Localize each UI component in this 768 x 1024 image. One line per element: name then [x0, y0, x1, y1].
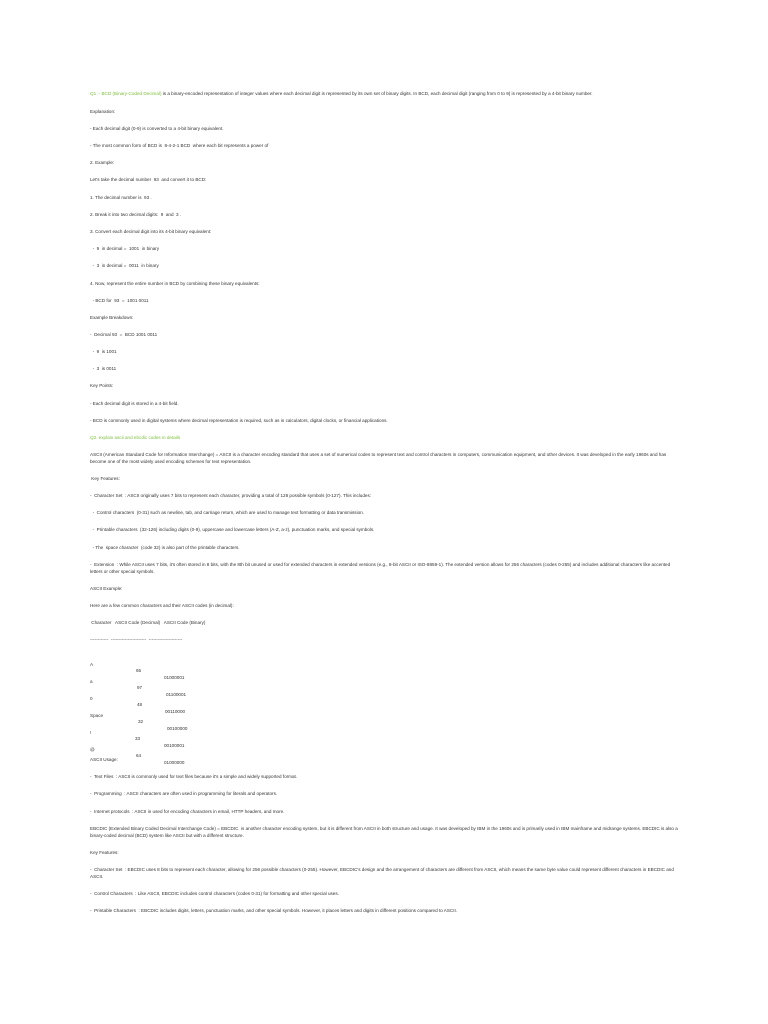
- line: - 3 in decimal = 0011 in binary: [90, 263, 159, 268]
- ascii-example-intro: Here are a few common characters and their ASCII codes (in decimal):: [90, 603, 234, 608]
- table-cell-dec: 65: [136, 668, 142, 673]
- table-cell-dec: 64: [136, 753, 142, 758]
- table-rule: ------------ ----------------------- ----------------------: [90, 637, 183, 642]
- table-cell-char: Space: [90, 712, 104, 718]
- ascii-usage: - Internet protocols : ASCII in used for encoding characters in email, HTTP headers, and more.: [90, 809, 285, 814]
- q1-label: Q1 :- BCD (Binary-Coded Decimal): [90, 91, 162, 96]
- line: - 3 is 0011: [90, 366, 117, 371]
- ascii-feature: - Control characters (0-31) such as newline, tab, and carriage return, which are used to manage text formatting or data transmission.: [90, 510, 364, 515]
- ascii-example-title: ASCII Example:: [90, 586, 123, 591]
- ascii-feature: - Character Set : ASCII originally uses 7 bits to represent each character, providing a total of 128 possible symbols (0-127). This includes:: [90, 493, 372, 498]
- table-cell-bin: 00110000: [165, 708, 186, 714]
- line: - BCD for 93 = 1001 0011: [90, 298, 149, 303]
- ascii-usage: - Text Files : ASCII is commonly used for text files because it's a simple and widely supported format.: [90, 774, 298, 779]
- table-cell-char: @: [90, 746, 95, 752]
- line: 2. Break it into two decimal digits: 9 and 3 .: [90, 212, 182, 217]
- line: 3. Convert each decimal digit into its 4-bit binary equivalent:: [90, 229, 212, 234]
- q2-heading: Q2. explain ascii and ebcdic codes in details: [90, 435, 181, 440]
- ascii-usage-title: ASCII Usage:: [90, 757, 118, 762]
- line: 2. Example:: [90, 160, 115, 165]
- q1-paragraph: [90, 91, 680, 98]
- line: 1. The decimal number is 93 .: [90, 195, 152, 200]
- ascii-usage: - Programming : ASCII characters are often used in programming for literals and operators.: [90, 791, 278, 796]
- table-cell-char: a: [90, 678, 93, 684]
- line: Explanation:: [90, 109, 116, 114]
- line: - The most common form of BCD is 8-4-2-1 BCD where each bit represents a power of: [90, 143, 269, 148]
- line: Let's take the decimal number 93 and convert it to BCD:: [90, 177, 207, 182]
- line: - 9 is 1001: [90, 349, 117, 354]
- table-cell-char: A: [90, 661, 94, 667]
- line: 4. Now, represent the entire number in BCD by combining these binary equivalents:: [90, 281, 260, 286]
- table-cell-char: !: [90, 729, 92, 735]
- ebcdic-feature: - Printable Characters : EBCDIC includes digits, letters, punctuation marks, and other special symbols. However, it places letters and digits in different positions compared to ASCII.: [90, 908, 458, 913]
- table-cell-bin: 00100000: [167, 725, 188, 731]
- line: - BCD is commonly used in digital systems where decimal representation is required, such as in calculators, digital clocks, or financial applications.: [90, 418, 388, 423]
- line: - Decimal 93 = BCD 1001 0011: [90, 332, 158, 337]
- table-cell-bin: 00100001: [164, 742, 185, 748]
- line: Example Breakdown:: [90, 315, 134, 320]
- table-cell-dec: 48: [137, 702, 143, 707]
- line: - Each decimal digit is stored in a 4-bit field.: [90, 401, 179, 406]
- table-cell-bin: 01100001: [166, 691, 187, 697]
- table-cell-dec: 33: [135, 736, 141, 741]
- ascii-key-features: Key Features:: [90, 476, 120, 481]
- table-cell-bin: 01000000: [164, 759, 185, 765]
- ascii-feature: - Printable characters (32-126) including digits (0-9), uppercase and lowercase letters (A-Z, a-z), punctuation marks, and special symbols.: [90, 527, 375, 532]
- ebcdic-feature: - Character Set : EBCDIC uses 8 bits to represent each character, allowing for 256 possible characters (0-255). However, EBCDIC's design and the arrangement of characters are different from ASCII, which means the same byte value could represent different characters in EBCDIC and ASCII.: [90, 867, 675, 879]
- line: - 9 in decimal = 1001 in binary: [90, 246, 160, 251]
- table-cell-dec: 97: [137, 685, 143, 690]
- table-cell-bin: 01000001: [164, 674, 185, 680]
- ebcdic-key-features: Key Features:: [90, 850, 119, 855]
- ascii-feature: - Extension : While ASCII uses 7 bits, it's often stored in 8 bits, with the 8th bit unused or used for extended characters in extended versions (e.g., 8-bit ASCII or ISO-8859-1). The extended version allows for 256 characters (codes 0-255) and includes additional characters like accented letters or other special symbols.: [90, 562, 672, 574]
- ascii-intro: ASCII (American Standard Code for Information Interchange) = ASCII is a character encoding standard that uses a set of numerical codes to represent text and control characters in computers, communication equipment, and other devices. It was developed in the early 1960s and has become one of the most widely used encoding schemes for text representation.: [90, 452, 668, 464]
- line: Key Points:: [90, 383, 114, 388]
- table-header: Character ASCII Code (Decimal) ASCII Code (Binary): [90, 620, 206, 625]
- ascii-feature: - The space character (code 32) is also part of the printable characters.: [90, 545, 240, 550]
- ebcdic-intro: EBCDIC (Extended Binary Coded Decimal Interchange Code) = EBCDIC is another character encoding system, but it is different from ASCII in both structure and usage. It was developed by IBM in the 1960s and is primarily used in IBM mainframe and midrange systems. EBCDIC is also a binary-coded decimal (BCD) system like ASCII but with a different structure.: [90, 826, 680, 838]
- q1-text: is a binary-encoded representation of integer values where each decimal digit is represented by its own set of binary digits. In BCD, each decimal digit (ranging from 0 to 9) is represented by a 4-bit binary number.: [161, 91, 593, 96]
- table-cell-char: 0: [90, 695, 93, 701]
- table-cell-dec: 32: [138, 719, 144, 724]
- line: - Each decimal digit (0-9) is converted to a 4-bit binary equivalent.: [90, 126, 224, 131]
- ebcdic-feature: - Control Characters : Like ASCII, EBCDIC includes control characters (codes 0-31) for formatting and other special uses.: [90, 891, 339, 896]
